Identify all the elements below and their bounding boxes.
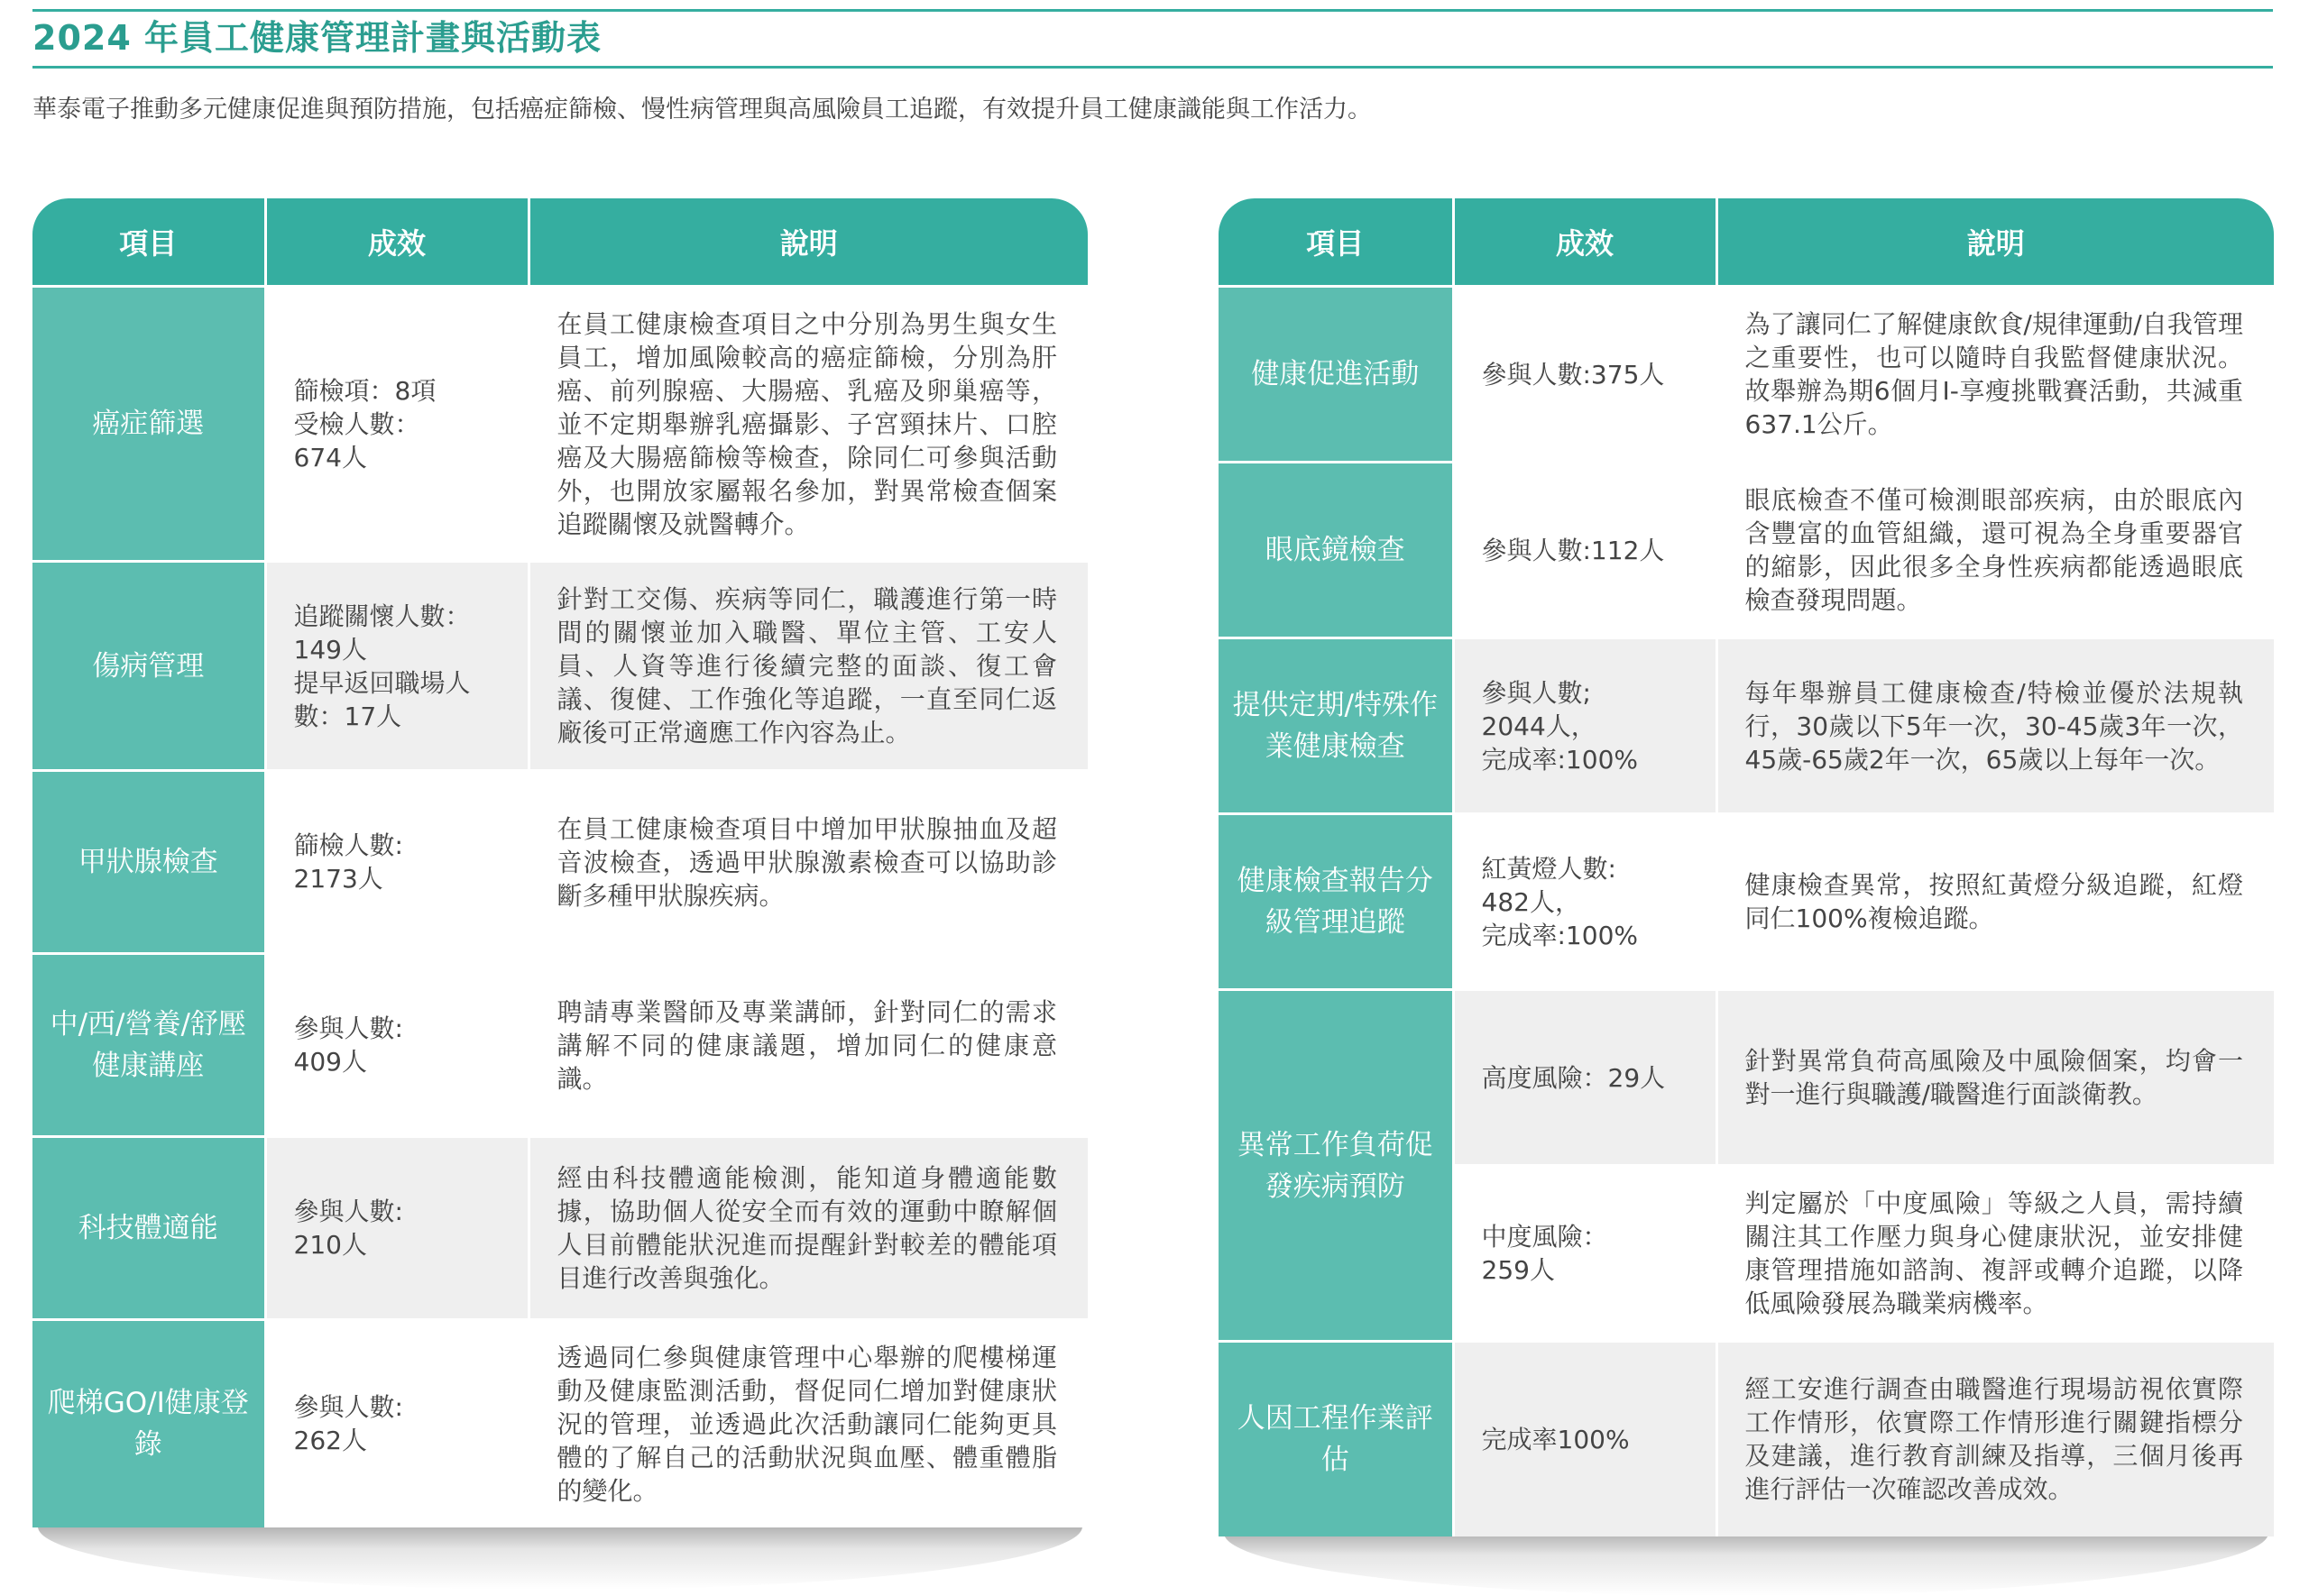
result-line: 參與人數: [293,1392,403,1423]
result-line: 完成率:100% [1481,744,1638,775]
item-cell: 中/西/營養/舒壓健康講座 [32,954,265,1137]
desc-text: 健康檢查異常，按照紅黃燈分級追蹤，紅燈同仁100%複檢追蹤。 [1744,870,2243,933]
result-line: 追蹤關懷人數： [293,601,471,631]
desc-text: 針對工交傷、疾病等同仁，職護進行第一時間的關懷並加入職醫、單位主管、工安人員、人資等進行後續完整的面談、復工會議、復健、工作強化等追蹤，一直至同仁返廠後可正常適應工作內容為止。 [557,584,1057,748]
desc-text: 眼底檢查不僅可檢測眼部疾病，由於眼底內含豐富的血管組織，還可視為全身重要器官的縮影，因此很多全身性疾病都能透過眼底檢查發現問題。 [1744,485,2243,615]
desc-cell [1716,814,2274,990]
result-line: 參與人數: [293,1197,403,1226]
right-table-panel [1219,198,2274,1536]
item-cell: 癌症篩選 [32,287,265,562]
desc-cell [529,562,1088,771]
result-line: 篩檢項：8項 [293,375,437,406]
desc-text: 透過同仁參與健康管理中心舉辦的爬樓梯運動及健康監測活動，督促同仁增加對健康狀況的管理，並透過此次活動讓同仁能夠更具體的了解自己的活動狀況與血壓、體重體脂的變化。 [557,1342,1057,1506]
result-line: 2173人 [293,864,383,894]
result-line: 參與人數; [1481,677,1591,708]
desc-cell [1716,638,2274,814]
table-row [32,771,1088,954]
result-cell [1453,287,1716,463]
result-line: 受檢人數： [293,408,420,439]
left-table-panel [32,198,1088,1527]
item-cell: 健康檢查報告分級管理追蹤 [1219,814,1453,990]
item-cell: 健康促進活動 [1219,287,1453,463]
result-cell [1453,638,1716,814]
result-cell [1453,990,1716,1166]
title-rule [32,66,2273,69]
table-row [1219,287,2274,463]
desc-cell [1716,287,2274,463]
desc-text: 在員工健康檢查項目中增加甲狀腺抽血及超音波檢查，透過甲狀腺激素檢查可以協助診斷多種甲狀腺疾病。 [557,813,1057,911]
item-cell: 科技體適能 [32,1137,265,1320]
table-row [1219,990,2274,1166]
result-cell [1453,814,1716,990]
result-cell [265,771,529,954]
result-line: 紅黃燈人數: [1481,853,1616,884]
result-cell [265,1137,529,1320]
desc-cell [1716,1342,2274,1536]
result-line: 數：17人 [293,701,402,731]
table-row [32,287,1088,562]
column-header-desc: 說明 [529,198,1088,287]
result-line: 2044人， [1481,711,1596,741]
desc-text: 經工安進行調查由職醫進行現場訪視依實際工作情形，依實際工作情形進行關鍵指標分及建議，進行教育訓練及指導，三個月後再進行評估一次確認改善成效。 [1744,1374,2243,1505]
desc-cell [529,771,1088,954]
result-line: 210人 [293,1230,367,1260]
table-row [1219,814,2274,990]
result-line: 篩檢人數: [293,830,403,860]
result-line: 259人 [1481,1255,1555,1285]
desc-text: 每年舉辦員工健康檢查/特檢並優於法規執行，30歲以下5年一次，30-45歲3年一次，45歲-65歲2年一次，65歲以上每年一次。 [1744,677,2243,775]
result-cell [1453,1166,1716,1342]
desc-text: 在員工健康檢查項目之中分別為男生與女生員工，增加風險較高的癌症篩檢，分別為肝癌、前列腺癌、大腸癌、乳癌及卵巢癌等，並不定期舉辦乳癌攝影、子宮頸抹片、口腔癌及大腸癌篩檢等檢查，除同仁可參與活動外，也開放家屬報名參加，對異常檢查個案追蹤關懷及就醫轉介。 [557,308,1057,539]
desc-cell [529,1137,1088,1320]
result-line: 高度風險：29人 [1481,1062,1666,1093]
result-line: 482人， [1481,886,1580,917]
result-line: 674人 [293,442,367,472]
result-cell [265,1320,529,1527]
result-line: 提早返回職場人 [293,667,471,698]
desc-text: 判定屬於「中度風險」等級之人員，需持續關注其工作壓力與身心健康狀況，並安排健康管理措施如諮詢、複評或轉介追蹤，以降低風險發展為職業病機率。 [1744,1188,2243,1318]
table-row [32,1137,1088,1320]
table-row [1219,638,2274,814]
desc-text: 為了讓同仁了解健康飲食/規律運動/自我管理之重要性，也可以隨時自我監督健康狀況。故舉辦為期6個月I-享瘦挑戰賽活動，共減重637.1公斤。 [1744,309,2243,439]
desc-text: 聘請專業醫師及專業講師，針對同仁的需求講解不同的健康議題，增加同仁的健康意識。 [557,996,1057,1094]
item-cell: 人因工程作業評估 [1219,1342,1453,1536]
table-row [32,562,1088,771]
column-header-desc: 說明 [1716,198,2274,287]
result-line: 149人 [293,634,367,665]
top-rule [32,9,2273,12]
result-line: 262人 [293,1426,367,1456]
table-row [1219,1342,2274,1536]
result-line: 409人 [293,1047,367,1077]
desc-cell [529,954,1088,1137]
right-table [1219,198,2274,1536]
left-table [32,198,1088,1527]
column-header-item: 項目 [1219,198,1453,287]
result-line: 完成率100% [1481,1424,1630,1454]
column-header-result: 成效 [265,198,529,287]
result-cell [1453,463,1716,638]
table-row [32,954,1088,1137]
result-line: 完成率:100% [1481,920,1638,950]
page-subtitle: 華泰電子推動多元健康促進與預防措施，包括癌症篩檢、慢性病管理與高風險員工追蹤，有效提升員工健康識能與工作活力。 [32,96,1372,124]
item-cell: 爬梯GO/I健康登錄 [32,1320,265,1527]
page-title: 2024 年員工健康管理計畫與活動表 [32,18,602,58]
result-cell [265,287,529,562]
table-row [32,1320,1088,1527]
table-row [1219,463,2274,638]
desc-cell [529,287,1088,562]
item-cell: 異常工作負荷促發疾病預防 [1219,990,1453,1342]
item-cell: 提供定期/特殊作業健康檢查 [1219,638,1453,814]
column-header-result: 成效 [1453,198,1716,287]
item-cell: 眼底鏡檢查 [1219,463,1453,638]
desc-text: 針對異常負荷高風險及中風險個案，均會一對一進行與職護/職醫進行面談衛教。 [1744,1046,2243,1109]
result-cell [265,954,529,1137]
result-line: 參與人數: [293,1014,403,1043]
table-shadow [1224,1533,2268,1596]
desc-cell [1716,463,2274,638]
result-cell [1453,1342,1716,1536]
desc-cell [529,1320,1088,1527]
item-cell: 甲狀腺檢查 [32,771,265,954]
result-line: 參與人數:112人 [1481,535,1665,565]
desc-cell [1716,1166,2274,1342]
result-cell [265,562,529,771]
item-cell: 傷病管理 [32,562,265,771]
desc-cell [1716,990,2274,1166]
result-line: 參與人數:375人 [1481,359,1665,390]
column-header-item: 項目 [32,198,265,287]
table-shadow [38,1527,1082,1590]
desc-text: 經由科技體適能檢測，能知道身體適能數據，協助個人從安全而有效的運動中瞭解個人目前體能狀況進而提醒針對較差的體能項目進行改善與強化。 [557,1163,1057,1293]
result-line: 中度風險： [1481,1222,1608,1252]
